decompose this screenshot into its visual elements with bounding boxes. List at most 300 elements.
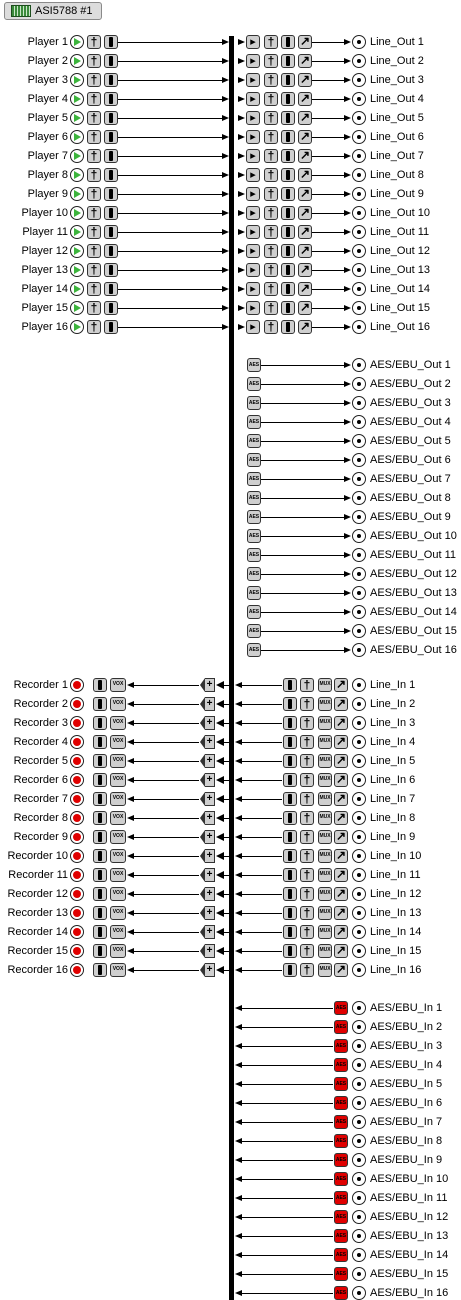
volume-icon[interactable] xyxy=(93,773,107,787)
input-tag-icon[interactable] xyxy=(200,887,214,901)
play-icon[interactable] xyxy=(70,73,84,87)
level-meter-icon[interactable] xyxy=(298,54,312,68)
microphone-icon[interactable] xyxy=(264,225,278,239)
jack-icon[interactable] xyxy=(352,792,366,806)
input-tag-icon[interactable] xyxy=(200,735,214,749)
microphone-icon[interactable] xyxy=(264,206,278,220)
volume-icon[interactable] xyxy=(283,906,297,920)
aes-icon[interactable] xyxy=(334,1020,348,1034)
vox-icon[interactable] xyxy=(110,868,126,882)
volume-icon[interactable] xyxy=(281,149,295,163)
microphone-icon[interactable] xyxy=(300,944,314,958)
volume-icon[interactable] xyxy=(93,754,107,768)
volume-icon[interactable] xyxy=(283,697,297,711)
step-icon[interactable] xyxy=(246,73,260,87)
step-icon[interactable] xyxy=(246,92,260,106)
microphone-icon[interactable] xyxy=(87,168,101,182)
record-icon[interactable] xyxy=(70,868,84,882)
mux-icon[interactable] xyxy=(318,925,332,939)
volume-icon[interactable] xyxy=(104,168,118,182)
jack-icon[interactable] xyxy=(352,811,366,825)
jack-icon[interactable] xyxy=(352,1134,366,1148)
volume-icon[interactable] xyxy=(283,925,297,939)
jack-icon[interactable] xyxy=(352,1248,366,1262)
jack-icon[interactable] xyxy=(352,1039,366,1053)
volume-icon[interactable] xyxy=(104,320,118,334)
aes-icon[interactable] xyxy=(247,605,261,619)
mux-icon[interactable] xyxy=(318,963,332,977)
jack-icon[interactable] xyxy=(352,263,366,277)
record-icon[interactable] xyxy=(70,754,84,768)
jack-icon[interactable] xyxy=(352,1153,366,1167)
jack-icon[interactable] xyxy=(352,244,366,258)
microphone-icon[interactable] xyxy=(264,92,278,106)
volume-icon[interactable] xyxy=(281,187,295,201)
vox-icon[interactable] xyxy=(110,792,126,806)
volume-icon[interactable] xyxy=(93,944,107,958)
aes-icon[interactable] xyxy=(247,529,261,543)
aes-icon[interactable] xyxy=(334,1191,348,1205)
jack-icon[interactable] xyxy=(352,206,366,220)
jack-icon[interactable] xyxy=(352,377,366,391)
volume-icon[interactable] xyxy=(283,773,297,787)
jack-icon[interactable] xyxy=(352,678,366,692)
microphone-icon[interactable] xyxy=(264,130,278,144)
input-tag-icon[interactable] xyxy=(200,754,214,768)
microphone-icon[interactable] xyxy=(300,849,314,863)
play-icon[interactable] xyxy=(70,187,84,201)
aes-icon[interactable] xyxy=(247,624,261,638)
input-tag-icon[interactable] xyxy=(200,963,214,977)
aes-icon[interactable] xyxy=(247,567,261,581)
aes-icon[interactable] xyxy=(247,548,261,562)
input-tag-icon[interactable] xyxy=(200,944,214,958)
aes-icon[interactable] xyxy=(334,1115,348,1129)
microphone-icon[interactable] xyxy=(300,735,314,749)
aes-icon[interactable] xyxy=(247,434,261,448)
microphone-icon[interactable] xyxy=(87,225,101,239)
microphone-icon[interactable] xyxy=(264,263,278,277)
aes-icon[interactable] xyxy=(247,491,261,505)
jack-icon[interactable] xyxy=(352,92,366,106)
jack-icon[interactable] xyxy=(352,887,366,901)
jack-icon[interactable] xyxy=(352,434,366,448)
play-icon[interactable] xyxy=(70,35,84,49)
jack-icon[interactable] xyxy=(352,73,366,87)
jack-icon[interactable] xyxy=(352,605,366,619)
level-meter-icon[interactable] xyxy=(298,282,312,296)
microphone-icon[interactable] xyxy=(87,187,101,201)
input-tag-icon[interactable] xyxy=(200,906,214,920)
record-icon[interactable] xyxy=(70,849,84,863)
level-meter-icon[interactable] xyxy=(298,73,312,87)
volume-icon[interactable] xyxy=(93,735,107,749)
microphone-icon[interactable] xyxy=(264,35,278,49)
volume-icon[interactable] xyxy=(281,111,295,125)
microphone-icon[interactable] xyxy=(300,678,314,692)
microphone-icon[interactable] xyxy=(300,773,314,787)
microphone-icon[interactable] xyxy=(87,206,101,220)
volume-icon[interactable] xyxy=(93,868,107,882)
microphone-icon[interactable] xyxy=(300,811,314,825)
jack-icon[interactable] xyxy=(352,396,366,410)
vox-icon[interactable] xyxy=(110,678,126,692)
microphone-icon[interactable] xyxy=(300,754,314,768)
mux-icon[interactable] xyxy=(318,773,332,787)
jack-icon[interactable] xyxy=(352,754,366,768)
record-icon[interactable] xyxy=(70,716,84,730)
play-icon[interactable] xyxy=(70,168,84,182)
microphone-icon[interactable] xyxy=(264,168,278,182)
volume-icon[interactable] xyxy=(93,925,107,939)
volume-icon[interactable] xyxy=(281,206,295,220)
step-icon[interactable] xyxy=(246,111,260,125)
volume-icon[interactable] xyxy=(93,697,107,711)
jack-icon[interactable] xyxy=(352,735,366,749)
jack-icon[interactable] xyxy=(352,187,366,201)
volume-icon[interactable] xyxy=(104,35,118,49)
volume-icon[interactable] xyxy=(104,149,118,163)
adapter-tab[interactable] xyxy=(4,2,102,20)
jack-icon[interactable] xyxy=(352,510,366,524)
level-meter-icon[interactable] xyxy=(298,301,312,315)
level-meter-icon[interactable] xyxy=(334,754,348,768)
play-icon[interactable] xyxy=(70,54,84,68)
aes-icon[interactable] xyxy=(247,510,261,524)
aes-icon[interactable] xyxy=(334,1039,348,1053)
aes-icon[interactable] xyxy=(334,1096,348,1110)
level-meter-icon[interactable] xyxy=(334,906,348,920)
volume-icon[interactable] xyxy=(281,263,295,277)
jack-icon[interactable] xyxy=(352,453,366,467)
vox-icon[interactable] xyxy=(110,697,126,711)
volume-icon[interactable] xyxy=(283,811,297,825)
mux-icon[interactable] xyxy=(318,697,332,711)
mux-icon[interactable] xyxy=(318,716,332,730)
jack-icon[interactable] xyxy=(352,1058,366,1072)
aes-icon[interactable] xyxy=(334,1134,348,1148)
jack-icon[interactable] xyxy=(352,624,366,638)
play-icon[interactable] xyxy=(70,301,84,315)
aes-icon[interactable] xyxy=(247,643,261,657)
record-icon[interactable] xyxy=(70,697,84,711)
jack-icon[interactable] xyxy=(352,1267,366,1281)
record-icon[interactable] xyxy=(70,887,84,901)
volume-icon[interactable] xyxy=(283,944,297,958)
microphone-icon[interactable] xyxy=(300,830,314,844)
step-icon[interactable] xyxy=(246,206,260,220)
volume-icon[interactable] xyxy=(104,225,118,239)
vox-icon[interactable] xyxy=(110,887,126,901)
volume-icon[interactable] xyxy=(93,811,107,825)
microphone-icon[interactable] xyxy=(300,887,314,901)
level-meter-icon[interactable] xyxy=(298,92,312,106)
play-icon[interactable] xyxy=(70,244,84,258)
jack-icon[interactable] xyxy=(352,1229,366,1243)
jack-icon[interactable] xyxy=(352,1191,366,1205)
volume-icon[interactable] xyxy=(104,282,118,296)
volume-icon[interactable] xyxy=(93,792,107,806)
level-meter-icon[interactable] xyxy=(298,187,312,201)
microphone-icon[interactable] xyxy=(264,320,278,334)
microphone-icon[interactable] xyxy=(87,111,101,125)
level-meter-icon[interactable] xyxy=(334,716,348,730)
record-icon[interactable] xyxy=(70,944,84,958)
aes-icon[interactable] xyxy=(334,1058,348,1072)
step-icon[interactable] xyxy=(246,149,260,163)
level-meter-icon[interactable] xyxy=(298,130,312,144)
jack-icon[interactable] xyxy=(352,697,366,711)
microphone-icon[interactable] xyxy=(264,149,278,163)
mux-icon[interactable] xyxy=(318,830,332,844)
mux-icon[interactable] xyxy=(318,792,332,806)
volume-icon[interactable] xyxy=(281,301,295,315)
volume-icon[interactable] xyxy=(104,187,118,201)
vox-icon[interactable] xyxy=(110,716,126,730)
play-icon[interactable] xyxy=(70,263,84,277)
volume-icon[interactable] xyxy=(104,244,118,258)
record-icon[interactable] xyxy=(70,963,84,977)
microphone-icon[interactable] xyxy=(300,716,314,730)
aes-icon[interactable] xyxy=(247,358,261,372)
volume-icon[interactable] xyxy=(104,54,118,68)
level-meter-icon[interactable] xyxy=(298,244,312,258)
jack-icon[interactable] xyxy=(352,1020,366,1034)
volume-icon[interactable] xyxy=(93,887,107,901)
jack-icon[interactable] xyxy=(352,54,366,68)
microphone-icon[interactable] xyxy=(87,301,101,315)
vox-icon[interactable] xyxy=(110,735,126,749)
step-icon[interactable] xyxy=(246,187,260,201)
jack-icon[interactable] xyxy=(352,963,366,977)
level-meter-icon[interactable] xyxy=(334,868,348,882)
play-icon[interactable] xyxy=(70,130,84,144)
step-icon[interactable] xyxy=(246,35,260,49)
jack-icon[interactable] xyxy=(352,168,366,182)
volume-icon[interactable] xyxy=(283,830,297,844)
aes-icon[interactable] xyxy=(334,1001,348,1015)
level-meter-icon[interactable] xyxy=(334,849,348,863)
volume-icon[interactable] xyxy=(93,678,107,692)
record-icon[interactable] xyxy=(70,906,84,920)
volume-icon[interactable] xyxy=(283,963,297,977)
jack-icon[interactable] xyxy=(352,868,366,882)
step-icon[interactable] xyxy=(246,225,260,239)
jack-icon[interactable] xyxy=(352,282,366,296)
microphone-icon[interactable] xyxy=(264,282,278,296)
play-icon[interactable] xyxy=(70,320,84,334)
jack-icon[interactable] xyxy=(352,320,366,334)
input-tag-icon[interactable] xyxy=(200,811,214,825)
jack-icon[interactable] xyxy=(352,491,366,505)
volume-icon[interactable] xyxy=(283,716,297,730)
mux-icon[interactable] xyxy=(318,906,332,920)
aes-icon[interactable] xyxy=(247,586,261,600)
jack-icon[interactable] xyxy=(352,1077,366,1091)
jack-icon[interactable] xyxy=(352,944,366,958)
jack-icon[interactable] xyxy=(352,111,366,125)
input-tag-icon[interactable] xyxy=(200,849,214,863)
level-meter-icon[interactable] xyxy=(334,792,348,806)
aes-icon[interactable] xyxy=(334,1229,348,1243)
volume-icon[interactable] xyxy=(104,130,118,144)
aes-icon[interactable] xyxy=(334,1077,348,1091)
level-meter-icon[interactable] xyxy=(334,963,348,977)
aes-icon[interactable] xyxy=(334,1172,348,1186)
volume-icon[interactable] xyxy=(104,73,118,87)
record-icon[interactable] xyxy=(70,735,84,749)
level-meter-icon[interactable] xyxy=(334,887,348,901)
mux-icon[interactable] xyxy=(318,944,332,958)
volume-icon[interactable] xyxy=(281,244,295,258)
volume-icon[interactable] xyxy=(283,887,297,901)
input-tag-icon[interactable] xyxy=(200,925,214,939)
volume-icon[interactable] xyxy=(281,168,295,182)
volume-icon[interactable] xyxy=(281,282,295,296)
level-meter-icon[interactable] xyxy=(334,830,348,844)
level-meter-icon[interactable] xyxy=(298,35,312,49)
volume-icon[interactable] xyxy=(283,735,297,749)
vox-icon[interactable] xyxy=(110,849,126,863)
vox-icon[interactable] xyxy=(110,773,126,787)
microphone-icon[interactable] xyxy=(264,73,278,87)
jack-icon[interactable] xyxy=(352,472,366,486)
jack-icon[interactable] xyxy=(352,225,366,239)
aes-icon[interactable] xyxy=(334,1286,348,1300)
volume-icon[interactable] xyxy=(104,206,118,220)
step-icon[interactable] xyxy=(246,130,260,144)
aes-icon[interactable] xyxy=(334,1153,348,1167)
record-icon[interactable] xyxy=(70,830,84,844)
jack-icon[interactable] xyxy=(352,716,366,730)
vox-icon[interactable] xyxy=(110,830,126,844)
aes-icon[interactable] xyxy=(247,377,261,391)
microphone-icon[interactable] xyxy=(300,868,314,882)
level-meter-icon[interactable] xyxy=(334,944,348,958)
volume-icon[interactable] xyxy=(104,111,118,125)
microphone-icon[interactable] xyxy=(264,54,278,68)
step-icon[interactable] xyxy=(246,54,260,68)
jack-icon[interactable] xyxy=(352,130,366,144)
level-meter-icon[interactable] xyxy=(334,925,348,939)
jack-icon[interactable] xyxy=(352,925,366,939)
microphone-icon[interactable] xyxy=(87,149,101,163)
volume-icon[interactable] xyxy=(283,849,297,863)
mux-icon[interactable] xyxy=(318,678,332,692)
step-icon[interactable] xyxy=(246,263,260,277)
step-icon[interactable] xyxy=(246,168,260,182)
aes-icon[interactable] xyxy=(247,472,261,486)
jack-icon[interactable] xyxy=(352,149,366,163)
aes-icon[interactable] xyxy=(247,415,261,429)
mux-icon[interactable] xyxy=(318,887,332,901)
record-icon[interactable] xyxy=(70,925,84,939)
jack-icon[interactable] xyxy=(352,849,366,863)
volume-icon[interactable] xyxy=(281,225,295,239)
play-icon[interactable] xyxy=(70,282,84,296)
volume-icon[interactable] xyxy=(93,830,107,844)
microphone-icon[interactable] xyxy=(300,925,314,939)
volume-icon[interactable] xyxy=(93,716,107,730)
volume-icon[interactable] xyxy=(281,73,295,87)
microphone-icon[interactable] xyxy=(87,320,101,334)
record-icon[interactable] xyxy=(70,773,84,787)
play-icon[interactable] xyxy=(70,149,84,163)
aes-icon[interactable] xyxy=(334,1267,348,1281)
jack-icon[interactable] xyxy=(352,906,366,920)
level-meter-icon[interactable] xyxy=(334,773,348,787)
volume-icon[interactable] xyxy=(283,678,297,692)
mux-icon[interactable] xyxy=(318,849,332,863)
step-icon[interactable] xyxy=(246,244,260,258)
volume-icon[interactable] xyxy=(104,263,118,277)
volume-icon[interactable] xyxy=(283,868,297,882)
aes-icon[interactable] xyxy=(334,1248,348,1262)
level-meter-icon[interactable] xyxy=(298,225,312,239)
jack-icon[interactable] xyxy=(352,548,366,562)
jack-icon[interactable] xyxy=(352,529,366,543)
jack-icon[interactable] xyxy=(352,567,366,581)
microphone-icon[interactable] xyxy=(87,35,101,49)
volume-icon[interactable] xyxy=(281,320,295,334)
level-meter-icon[interactable] xyxy=(298,263,312,277)
jack-icon[interactable] xyxy=(352,1001,366,1015)
level-meter-icon[interactable] xyxy=(334,697,348,711)
level-meter-icon[interactable] xyxy=(298,168,312,182)
volume-icon[interactable] xyxy=(93,849,107,863)
jack-icon[interactable] xyxy=(352,586,366,600)
record-icon[interactable] xyxy=(70,811,84,825)
level-meter-icon[interactable] xyxy=(298,320,312,334)
jack-icon[interactable] xyxy=(352,1096,366,1110)
microphone-icon[interactable] xyxy=(87,263,101,277)
volume-icon[interactable] xyxy=(283,792,297,806)
input-tag-icon[interactable] xyxy=(200,792,214,806)
jack-icon[interactable] xyxy=(352,1172,366,1186)
volume-icon[interactable] xyxy=(104,92,118,106)
step-icon[interactable] xyxy=(246,301,260,315)
input-tag-icon[interactable] xyxy=(200,697,214,711)
microphone-icon[interactable] xyxy=(87,73,101,87)
jack-icon[interactable] xyxy=(352,415,366,429)
microphone-icon[interactable] xyxy=(87,244,101,258)
jack-icon[interactable] xyxy=(352,830,366,844)
vox-icon[interactable] xyxy=(110,754,126,768)
microphone-icon[interactable] xyxy=(300,792,314,806)
jack-icon[interactable] xyxy=(352,358,366,372)
microphone-icon[interactable] xyxy=(264,301,278,315)
record-icon[interactable] xyxy=(70,678,84,692)
jack-icon[interactable] xyxy=(352,301,366,315)
microphone-icon[interactable] xyxy=(264,111,278,125)
vox-icon[interactable] xyxy=(110,944,126,958)
record-icon[interactable] xyxy=(70,792,84,806)
microphone-icon[interactable] xyxy=(264,244,278,258)
input-tag-icon[interactable] xyxy=(200,716,214,730)
volume-icon[interactable] xyxy=(281,54,295,68)
volume-icon[interactable] xyxy=(104,301,118,315)
input-tag-icon[interactable] xyxy=(200,830,214,844)
play-icon[interactable] xyxy=(70,206,84,220)
jack-icon[interactable] xyxy=(352,773,366,787)
microphone-icon[interactable] xyxy=(300,963,314,977)
input-tag-icon[interactable] xyxy=(200,678,214,692)
volume-icon[interactable] xyxy=(93,963,107,977)
level-meter-icon[interactable] xyxy=(334,735,348,749)
jack-icon[interactable] xyxy=(352,1286,366,1300)
jack-icon[interactable] xyxy=(352,1210,366,1224)
aes-icon[interactable] xyxy=(247,396,261,410)
